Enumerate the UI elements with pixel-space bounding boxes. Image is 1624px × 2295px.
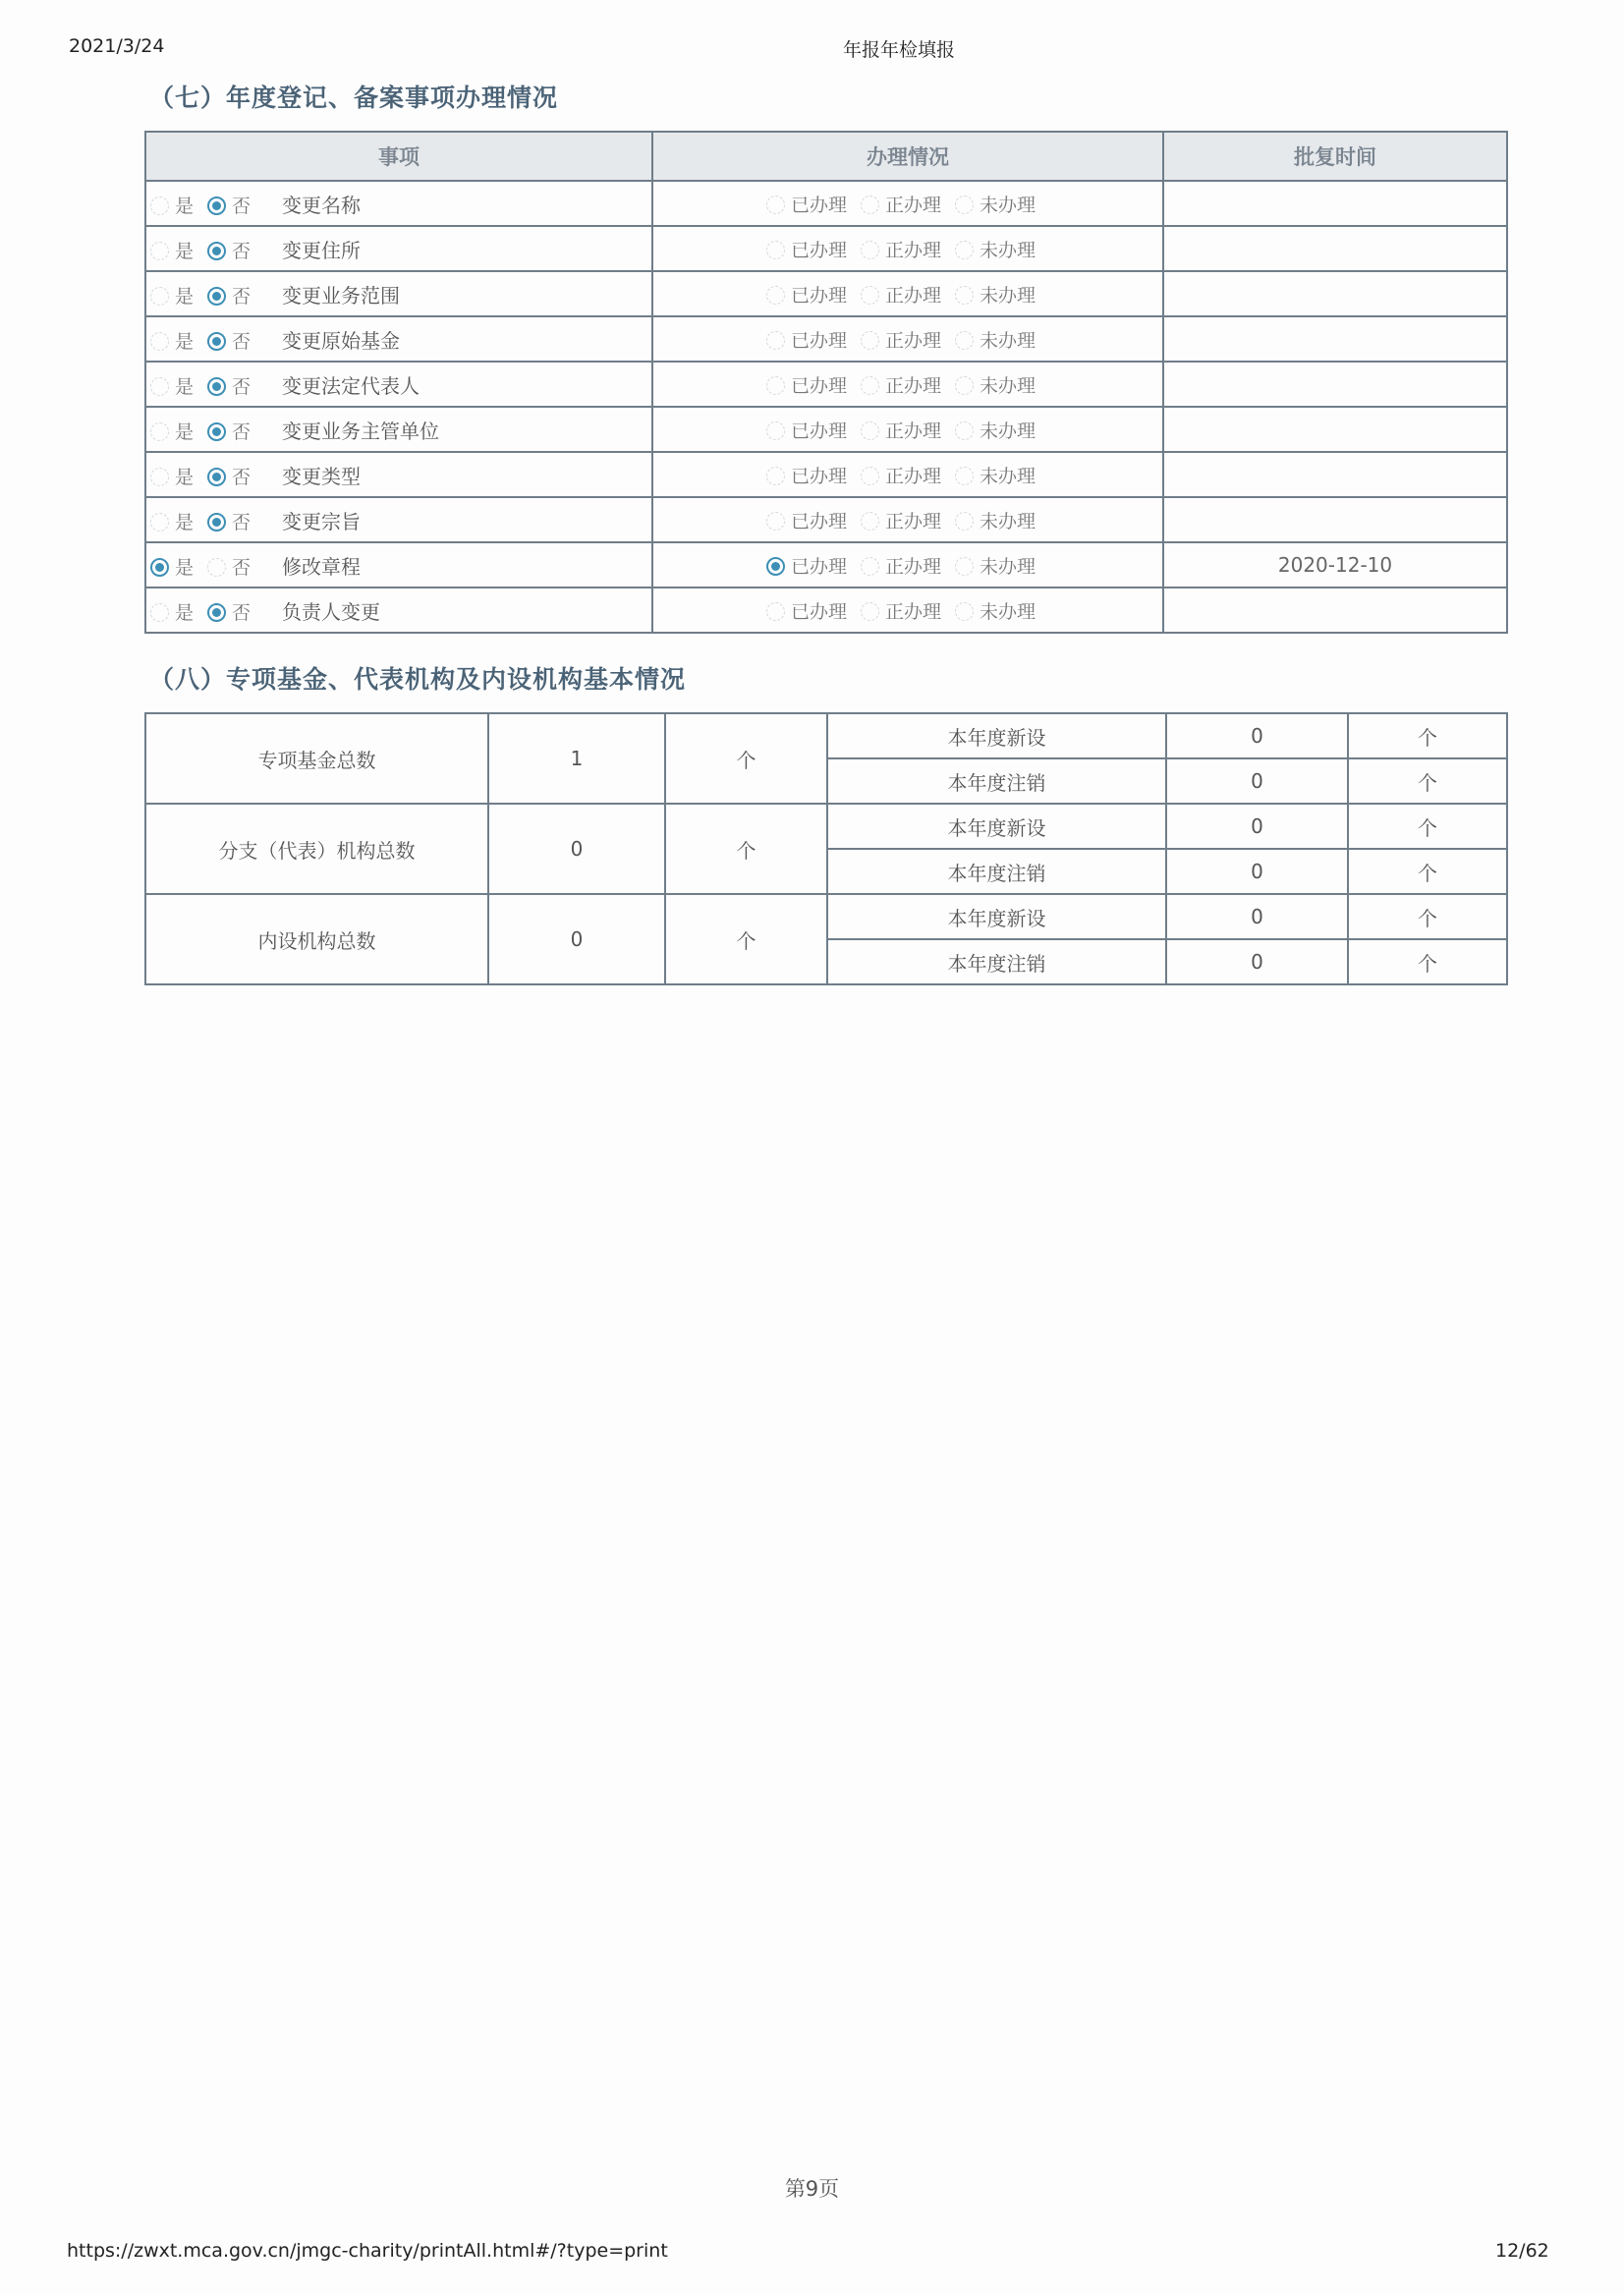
approval-date [1163,588,1507,633]
yes-label: 是 [175,285,195,308]
status-option-label: 未办理 [980,284,1036,307]
group-label: 分支（代表）机构总数 [145,804,488,894]
status-option-label: 已办理 [790,510,847,532]
print-date: 2021/3/24 [69,35,165,57]
table-row [145,804,1507,849]
status-option-label: 未办理 [980,329,1036,352]
item-label: 变更类型 [282,464,362,488]
group-total: 1 [488,713,665,804]
item-label: 变更名称 [282,193,362,217]
status-option-label: 已办理 [790,329,847,352]
no-radio[interactable] [207,196,226,215]
section8-title: （八）专项基金、代表机构及内设机构基本情况 [149,665,687,694]
status-option-label: 未办理 [980,374,1036,397]
no-radio[interactable] [207,468,226,486]
item-label: 变更住所 [282,238,362,262]
no-label: 否 [232,466,252,488]
yes-label: 是 [175,330,195,353]
col-date-header: 批复时间 [1163,132,1507,181]
unit-label: 个 [665,894,827,984]
table-row [145,452,1507,497]
status-radio[interactable] [766,557,785,576]
item-cell [145,316,652,362]
item-cell [145,497,652,542]
yes-radio[interactable] [150,513,169,532]
status-radio[interactable] [955,512,974,531]
status-option-label: 已办理 [790,374,847,397]
yes-label: 是 [175,240,195,262]
status-option-label: 正办理 [884,284,941,307]
status-radio[interactable] [766,331,785,350]
status-radio[interactable] [766,602,785,621]
status-option-label: 正办理 [884,465,941,487]
status-radio[interactable] [861,196,879,214]
item-cell [145,407,652,452]
status-radio[interactable] [955,421,974,440]
item-cell [145,452,652,497]
approval-date [1163,452,1507,497]
group-total: 0 [488,894,665,984]
status-radio[interactable] [861,376,879,395]
status-option-label: 正办理 [884,600,941,623]
status-cell [652,588,1163,633]
print-title: 年报年检填报 [842,39,955,61]
item-label: 变更法定代表人 [282,373,420,398]
status-option-label: 未办理 [980,194,1036,216]
status-option-label: 正办理 [884,510,941,532]
group-total: 0 [488,804,665,894]
yes-radio[interactable] [150,287,169,306]
status-option-label: 已办理 [790,420,847,442]
status-radio[interactable] [955,286,974,305]
status-radio[interactable] [861,512,879,531]
item-cell [145,271,652,316]
status-option-label: 已办理 [790,465,847,487]
status-cell [652,181,1163,226]
item-label: 变更宗旨 [282,509,362,533]
yes-label: 是 [175,195,195,217]
item-cell [145,588,652,633]
status-radio[interactable] [861,241,879,259]
no-radio[interactable] [207,422,226,441]
table-row [145,226,1507,271]
table-row [145,181,1507,226]
status-cell [652,542,1163,588]
no-label: 否 [232,420,252,443]
new-label: 本年度新设 [827,804,1166,849]
approval-date [1163,181,1507,226]
no-label: 否 [232,511,252,533]
yes-radio[interactable] [150,332,169,351]
cancel-value: 0 [1166,939,1348,984]
status-radio[interactable] [766,467,785,485]
yes-radio[interactable] [150,468,169,486]
col-status-header: 办理情况 [652,132,1163,181]
approval-date [1163,497,1507,542]
status-cell [652,452,1163,497]
yes-label: 是 [175,511,195,533]
no-radio[interactable] [207,287,226,306]
no-label: 否 [232,375,252,398]
status-cell [652,226,1163,271]
status-radio[interactable] [955,557,974,576]
group-label: 专项基金总数 [145,713,488,804]
table-row [145,894,1507,939]
status-option-label: 未办理 [980,510,1036,532]
status-radio[interactable] [955,241,974,259]
status-radio[interactable] [766,196,785,214]
approval-date [1163,316,1507,362]
status-radio[interactable] [766,421,785,440]
unit-label: 个 [1348,894,1507,939]
status-radio[interactable] [955,602,974,621]
table-row [145,713,1507,758]
status-cell [652,271,1163,316]
table-row [145,271,1507,316]
unit-label: 个 [665,804,827,894]
status-option-label: 未办理 [980,465,1036,487]
yes-radio[interactable] [150,422,169,441]
item-cell [145,542,652,588]
footer-url[interactable]: https://zwxt.mca.gov.cn/jmgc-charity/printAll.html#/?type=print [67,2240,668,2262]
status-radio[interactable] [861,602,879,621]
approval-date [1163,362,1507,407]
status-radio[interactable] [955,467,974,485]
status-radio[interactable] [955,376,974,395]
status-option-label: 未办理 [980,420,1036,442]
status-option-label: 正办理 [884,374,941,397]
status-option-label: 已办理 [790,600,847,623]
unit-label: 个 [1348,804,1507,849]
status-option-label: 未办理 [980,555,1036,578]
new-value: 0 [1166,804,1348,849]
item-cell [145,226,652,271]
item-label: 负责人变更 [282,599,381,624]
no-radio[interactable] [207,377,226,396]
unit-label: 个 [1348,849,1507,894]
approval-date [1163,407,1507,452]
table-row [145,497,1507,542]
table-row [145,542,1507,588]
status-radio[interactable] [766,376,785,395]
yes-label: 是 [175,466,195,488]
no-radio[interactable] [207,603,226,622]
no-radio[interactable] [207,332,226,351]
no-radio[interactable] [207,513,226,532]
status-radio[interactable] [861,557,879,576]
item-cell [145,362,652,407]
approval-date [1163,226,1507,271]
no-label: 否 [232,601,252,624]
no-label: 否 [232,556,252,579]
status-radio[interactable] [766,512,785,531]
status-cell [652,362,1163,407]
status-radio[interactable] [955,331,974,350]
status-option-label: 已办理 [790,239,847,261]
table-row [145,362,1507,407]
status-cell [652,407,1163,452]
unit-label: 个 [1348,939,1507,984]
yes-radio[interactable] [150,558,169,577]
yes-label: 是 [175,420,195,443]
no-label: 否 [232,195,252,217]
status-radio[interactable] [955,196,974,214]
status-option-label: 未办理 [980,600,1036,623]
approval-date [1163,271,1507,316]
cancel-label: 本年度注销 [827,849,1166,894]
no-radio[interactable] [207,242,226,260]
table-row [145,588,1507,633]
status-radio[interactable] [766,286,785,305]
status-option-label: 正办理 [884,420,941,442]
section7-title: （七）年度登记、备案事项办理情况 [149,84,559,112]
no-label: 否 [232,330,252,353]
status-option-label: 正办理 [884,194,941,216]
unit-label: 个 [1348,713,1507,758]
yes-radio[interactable] [150,242,169,260]
no-radio[interactable] [207,558,226,577]
unit-label: 个 [1348,758,1507,804]
status-option-label: 已办理 [790,555,847,578]
item-cell [145,181,652,226]
footer-page-count: 12/62 [1495,2240,1549,2262]
item-label: 修改章程 [282,554,362,579]
cancel-label: 本年度注销 [827,758,1166,804]
item-label: 变更业务主管单位 [282,419,440,443]
unit-label: 个 [665,713,827,804]
group-label: 内设机构总数 [145,894,488,984]
status-radio[interactable] [861,467,879,485]
yes-label: 是 [175,556,195,579]
status-option-label: 正办理 [884,329,941,352]
col-item-header: 事项 [145,132,652,181]
approval-date: 2020-12-10 [1163,542,1507,588]
yes-radio[interactable] [150,196,169,215]
new-label: 本年度新设 [827,894,1166,939]
no-label: 否 [232,285,252,308]
item-label: 变更原始基金 [282,328,401,353]
no-label: 否 [232,240,252,262]
yes-label: 是 [175,375,195,398]
status-radio[interactable] [766,241,785,259]
status-radio[interactable] [861,421,879,440]
new-label: 本年度新设 [827,713,1166,758]
status-option-label: 未办理 [980,239,1036,261]
status-option-label: 正办理 [884,555,941,578]
institution-table [144,712,1508,985]
new-value: 0 [1166,894,1348,939]
status-option-label: 已办理 [790,284,847,307]
status-option-label: 已办理 [790,194,847,216]
status-radio[interactable] [861,286,879,305]
status-option-label: 正办理 [884,239,941,261]
status-cell [652,316,1163,362]
table-row [145,316,1507,362]
status-cell [652,497,1163,542]
new-value: 0 [1166,713,1348,758]
table-row [145,407,1507,452]
cancel-value: 0 [1166,849,1348,894]
item-label: 变更业务范围 [282,283,401,308]
yes-label: 是 [175,601,195,624]
page-number: 第9页 [784,2177,840,2201]
cancel-value: 0 [1166,758,1348,804]
cancel-label: 本年度注销 [827,939,1166,984]
yes-radio[interactable] [150,603,169,622]
registration-table-header [145,132,1507,181]
status-radio[interactable] [861,331,879,350]
registration-table [144,131,1508,634]
yes-radio[interactable] [150,377,169,396]
